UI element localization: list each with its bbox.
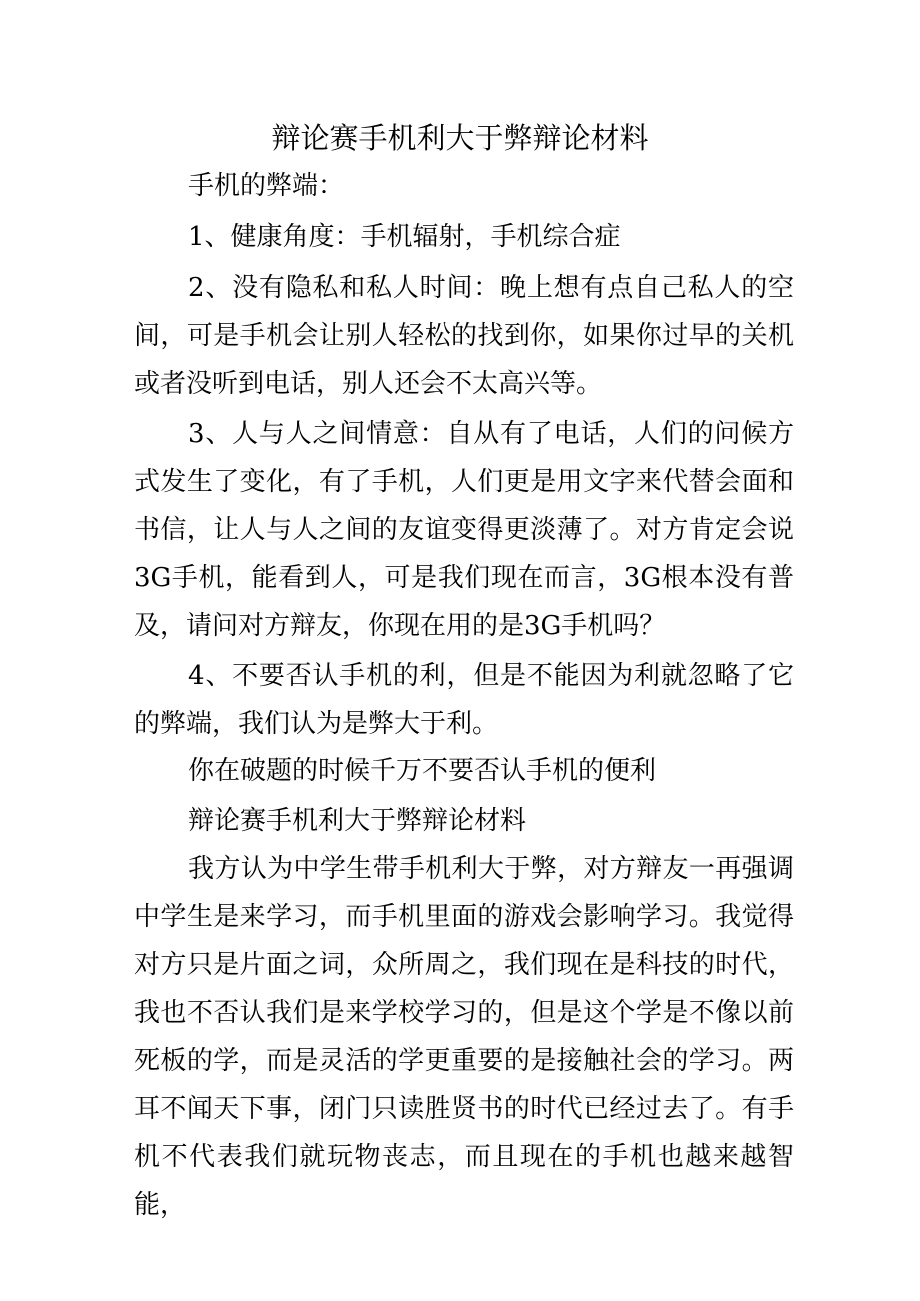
- paragraph-privacy: 2、没有隐私和私人时间：晚上想有点自己私人的空间，可是手机会让别人轻松的找到你，如果你过早的关机或者没听到电话，别人还会不太高兴等。: [134, 273, 794, 399]
- paragraph-conclusion: 4、不要否认手机的利，但是不能因为利就忽略了它的弊端，我们认为是弊大于利。: [134, 661, 794, 739]
- document-title: 辩论赛手机利大于弊辩论材料: [271, 121, 649, 155]
- paragraph-relationships: 3、人与人之间情意：自从有了电话，人们的问候方式发生了变化，有了手机，人们更是用文字来代替会面和书信，让人与人之间的友谊变得更淡薄了。对方肯定会说3G手机，能看到人，可是我们现在而言，3G根本没有普及，请问对方辩友，你现在用的是3G手机吗？: [134, 419, 794, 641]
- paragraph-health: 1、健康角度：手机辐射，手机综合症: [188, 222, 621, 252]
- paragraph-subtitle: 辩论赛手机利大于弊辩论材料: [188, 806, 527, 836]
- paragraph-argument: 我方认为中学生带手机利大于弊，对方辩友一再强调中学生是来学习，而手机里面的游戏会影响学习。我觉得对方只是片面之词，众所周之，我们现在是科技的时代，我也不否认我们是来学校学习的，但是这个学是不像以前死板的学，而是灵活的学更重要的是接触社会的学习。两耳不闻天下事，闭门只读胜贤书的时代已经过去了。有手机不代表我们就玩物丧志，而且现在的手机也越来越智能，: [134, 854, 794, 1220]
- paragraph-drawbacks-heading: 手机的弊端：: [188, 171, 345, 201]
- paragraph-tip: 你在破题的时候千万不要否认手机的便利: [188, 756, 657, 786]
